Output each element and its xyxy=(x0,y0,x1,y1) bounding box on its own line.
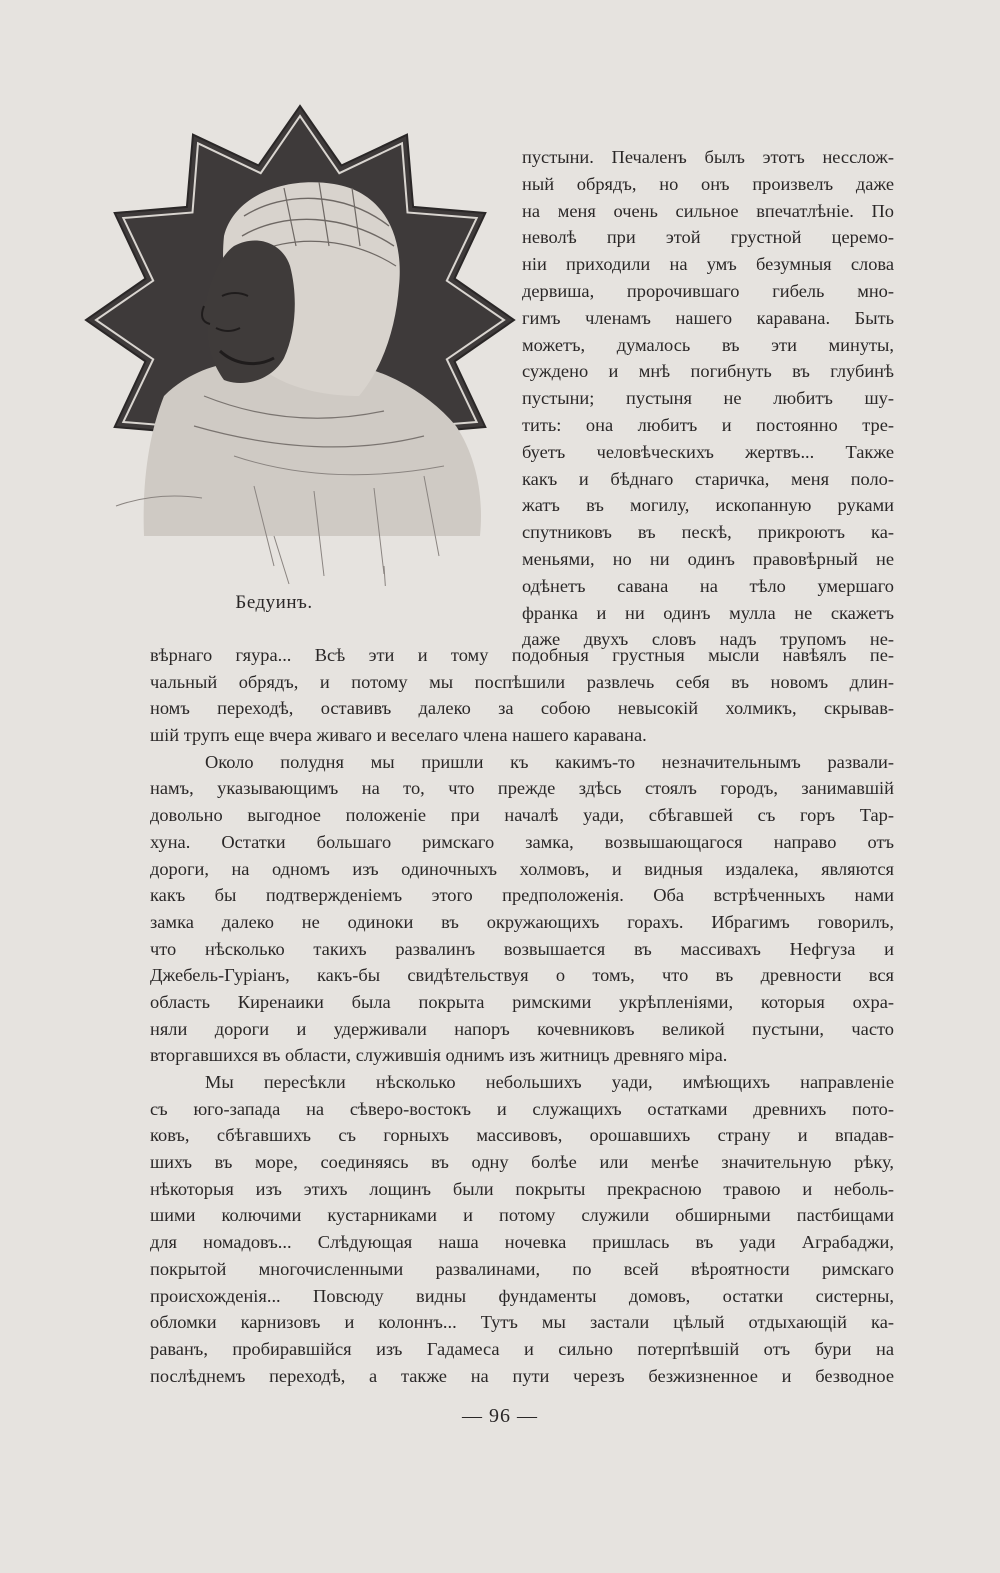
text-line: неволѣ при этой грустной церемо- xyxy=(522,227,894,248)
text-line: пустыни; пустыня не любитъ шу- xyxy=(522,388,894,409)
text-line: ковъ, сбѣгавшихъ съ горныхъ массивовъ, орошавшихъ страну и впадав- xyxy=(150,1125,894,1146)
text-line: область Киренаики была покрыта римскими укрѣпленіями, которыя охра- xyxy=(150,991,894,1012)
text-line: съ юго-запада на сѣверо-востокъ и служащихъ остатками древнихъ пото- xyxy=(150,1098,894,1119)
text-line: раванъ, пробиравшійся изъ Гадамеса и сильно потерпѣвшій отъ бури на xyxy=(150,1338,894,1359)
text-line: жатъ въ могилу, ископанную руками xyxy=(522,495,894,516)
text-line: даже двухъ словъ надъ трупомъ не- xyxy=(522,629,894,650)
text-line: тить: она любитъ и постоянно тре- xyxy=(522,414,894,435)
text-line: нѣкоторыя изъ этихъ лощинъ были покрыты прекрасною травою и неболь- xyxy=(150,1178,894,1199)
text-line: вторгавшихся въ области, служившія однимъ изъ житницъ древняго міра. xyxy=(150,1045,728,1066)
page-number: — 96 — xyxy=(462,1405,538,1427)
text-line: няли дороги и удерживали напоръ кочевниковъ великой пустыни, часто xyxy=(150,1018,894,1039)
text-line: вѣрнаго гяура... Всѣ эти и тому подобныя грустныя мысли навѣялъ пе- xyxy=(150,645,894,665)
text-line: номъ переходѣ, оставивъ далеко за собою невысокій холмикъ, скрывав- xyxy=(150,698,894,719)
text-line: шій трупъ еще вчера живаго и веселаго члена нашего каравана. xyxy=(150,725,647,746)
text-line: ніи приходили на умъ безумныя слова xyxy=(522,254,894,275)
text-line: шихъ въ море, соединяясь въ одну болѣе или менѣе значительную рѣку, xyxy=(150,1152,894,1173)
text-line: чальный обрядъ, и потому мы поспѣшили развлечь себя въ новомъ длин- xyxy=(150,671,894,692)
text-line: Около полудня мы пришли къ какимъ-то незначительнымъ развали- xyxy=(205,751,894,772)
text-line: шими колючими кустарниками и потому служили обширными пастбищами xyxy=(150,1205,894,1226)
text-line: суждено и мнѣ погибнуть въ глубинѣ xyxy=(522,361,894,382)
illustration xyxy=(84,96,516,616)
side-text-column xyxy=(522,144,894,653)
text-line: пустыни. Печаленъ былъ этотъ несслож- xyxy=(522,147,894,167)
text-line: обломки карнизовъ и колоннъ... Тутъ мы застали цѣлый отдыхающій ка- xyxy=(150,1312,894,1333)
text-line: какъ бы подтвержденіемъ этого предположенія. Оба встрѣченныхъ нами xyxy=(150,885,894,906)
text-line: буетъ человѣческихъ жертвъ... Также xyxy=(522,441,894,462)
text-line: замка далеко не одиноки въ окружающихъ горахъ. Ибрагимъ говорилъ, xyxy=(150,911,894,932)
bedouin-portrait-engraving xyxy=(84,96,516,586)
text-line: ный обрядъ, но онъ произвелъ даже xyxy=(522,173,894,194)
text-line: дороги, на одномъ изъ одиночныхъ холмовъ, и видныя издалека, являются xyxy=(150,858,894,879)
text-line: гимъ членамъ нашего каравана. Быть xyxy=(522,307,894,328)
text-line: одѣнетъ савана на тѣло умершаго xyxy=(522,575,894,596)
text-line: франка и ни одинъ мулла не скажетъ xyxy=(522,602,894,623)
text-line: довольно выгодное положеніе при началѣ уади, сбѣгавшей съ горъ Тар- xyxy=(150,805,894,826)
text-line: Мы пересѣкли нѣсколько небольшихъ уади, имѣющихъ направленіе xyxy=(205,1072,894,1092)
text-line: на меня очень сильное впечатлѣніе. По xyxy=(522,200,894,221)
text-line: дервиша, пророчившаго гибель мно- xyxy=(522,280,894,301)
text-line: меньями, но ни одинъ правовѣрный не xyxy=(522,548,894,569)
text-line: какъ и бѣднаго старичка, меня поло- xyxy=(522,468,894,489)
text-line: можетъ, думалось въ эти минуты, xyxy=(522,334,894,355)
text-line: что нѣсколько такихъ развалинъ возвышается въ массивахъ Нефгуза и xyxy=(150,938,894,959)
text-line: Джебель-Гуріанъ, какъ-бы свидѣтельствуя о томъ, что въ древности вся xyxy=(150,965,894,986)
text-line: намъ, указывающимъ на то, что прежде здѣсь стоялъ городъ, занимавшій xyxy=(150,778,894,799)
main-text-column xyxy=(150,642,894,1389)
text-line: спутниковъ въ пескѣ, прикроютъ ка- xyxy=(522,522,894,543)
text-line: происхожденія... Повсюду видны фундаменты домовъ, остатки систерны, xyxy=(150,1285,894,1306)
figure-caption: Бедуинъ. xyxy=(235,592,313,613)
text-line: для номадовъ... Слѣдующая наша ночевка пришлась въ уади Аграбаджи, xyxy=(150,1232,894,1253)
text-line: послѣднемъ переходѣ, а также на пути черезъ безжизненное и безводное xyxy=(150,1365,894,1386)
text-line: хуна. Остатки большаго римскаго замка, возвышающагося направо отъ xyxy=(150,831,894,852)
text-line: покрытой многочисленными развалинами, по всей вѣроятности римскаго xyxy=(150,1258,894,1279)
